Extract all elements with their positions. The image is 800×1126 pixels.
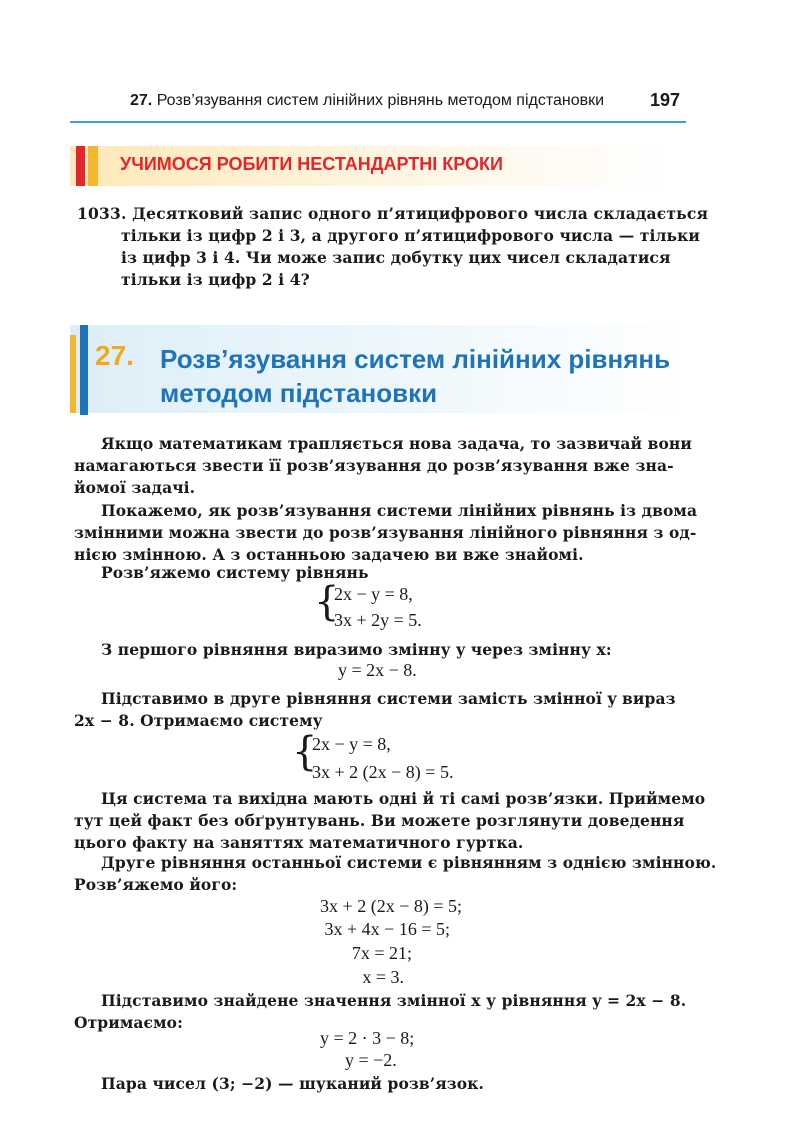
paragraph: Розв’яжемо систему рівнянь	[101, 563, 369, 582]
text-line: намагаються звести її розв’язування до розв’язування вже зна-	[74, 456, 674, 475]
text-line: тут цей факт без обґрунтувань. Ви можете розглянути доведення	[74, 811, 685, 830]
equation: 3x + 4x − 16 = 5;	[324, 919, 450, 939]
problem-number: 1033.	[77, 204, 127, 223]
text-line: Підставимо в друге рівняння системи замість змінної y вираз	[101, 689, 676, 708]
text-line: Ця система та вихідна мають одні й ті самі розв’язки. Приймемо	[101, 789, 706, 808]
text-line: змінними можна звести до розв’язування лінійного рівняння з од-	[74, 523, 697, 542]
section-title	[160, 342, 670, 410]
problem-1033	[77, 203, 708, 291]
equation: 3x + 2y = 5.	[334, 610, 422, 630]
text-line: Отримаємо:	[74, 1013, 183, 1032]
paragraph	[74, 433, 692, 499]
text-line: йомої задачі.	[74, 478, 196, 497]
paragraph: Пара чисел (3; −2) — шуканий розв’язок.	[101, 1074, 485, 1093]
problem-line: тільки із цифр 2 і 3, а другого п’ятицифрового числа — тільки	[121, 226, 701, 245]
equation: 3x + 2 (2x − 8) = 5;	[320, 896, 462, 916]
section-title-line: Розв’язування систем лінійних рівнянь	[160, 344, 671, 374]
text-line: цього факту на заняттях математичного гуртка.	[74, 833, 524, 852]
text-line: 2x − 8. Отримаємо систему	[74, 711, 323, 730]
text-line: нією змінною. А з останньою задачею ви вже знайомі.	[74, 545, 584, 564]
system-brace: {	[314, 579, 340, 625]
system-brace: {	[292, 729, 318, 775]
section-title-line: методом підстановки	[160, 378, 438, 408]
header-section-title: Розв’язування систем лінійних рівнянь методом підстановки	[156, 92, 605, 109]
text-line: Розв’яжемо його:	[74, 875, 238, 894]
text-line: Друге рівняння останньої системи є рівнянням з однією змінною.	[101, 853, 717, 872]
paragraph	[74, 788, 705, 854]
page-number: 197	[650, 90, 681, 110]
equation: 7x = 21;	[351, 943, 412, 963]
section-number: 27.	[95, 340, 134, 371]
band-title: УЧИМОСЯ РОБИТИ НЕСТАНДАРТНІ КРОКИ	[120, 154, 503, 174]
problem-line: із цифр 3 і 4. Чи може запис добутку цих чисел складатися	[121, 248, 671, 267]
band-orange-stripe	[88, 146, 98, 186]
paragraph	[74, 852, 716, 896]
header-rule	[70, 121, 686, 123]
band-red-stripe	[76, 146, 85, 186]
section-blue-stripe	[80, 325, 88, 415]
text-line: Якщо математикам трапляється нова задача, то зазвичай вони	[101, 434, 692, 453]
equation: y = −2.	[345, 1050, 397, 1070]
paragraph	[74, 688, 676, 732]
paragraph: З першого рівняння виразимо змінну y через змінну x:	[101, 640, 612, 659]
equation: x = 3.	[362, 967, 404, 987]
text-line: Покажемо, як розв’язування системи лінійних рівнянь із двома	[101, 501, 698, 520]
text-line: Підставимо знайдене значення змінної x у рівняння y = 2x − 8.	[101, 991, 687, 1010]
equation: 2x − y = 8,	[334, 584, 413, 604]
problem-line: Десятковий запис одного п’ятицифрового числа складається	[132, 204, 709, 223]
equation: y = 2x − 8.	[338, 660, 417, 680]
section-yellow-stripe	[70, 335, 76, 413]
header-section-number: 27.	[130, 92, 153, 109]
problem-line: тільки із цифр 2 і 4?	[121, 270, 310, 289]
equation: y = 2 · 3 − 8;	[320, 1028, 415, 1048]
paragraph	[74, 500, 697, 566]
running-header	[130, 92, 604, 110]
equation: 3x + 2 (2x − 8) = 5.	[312, 762, 454, 782]
equation: 2x − y = 8,	[312, 734, 391, 754]
